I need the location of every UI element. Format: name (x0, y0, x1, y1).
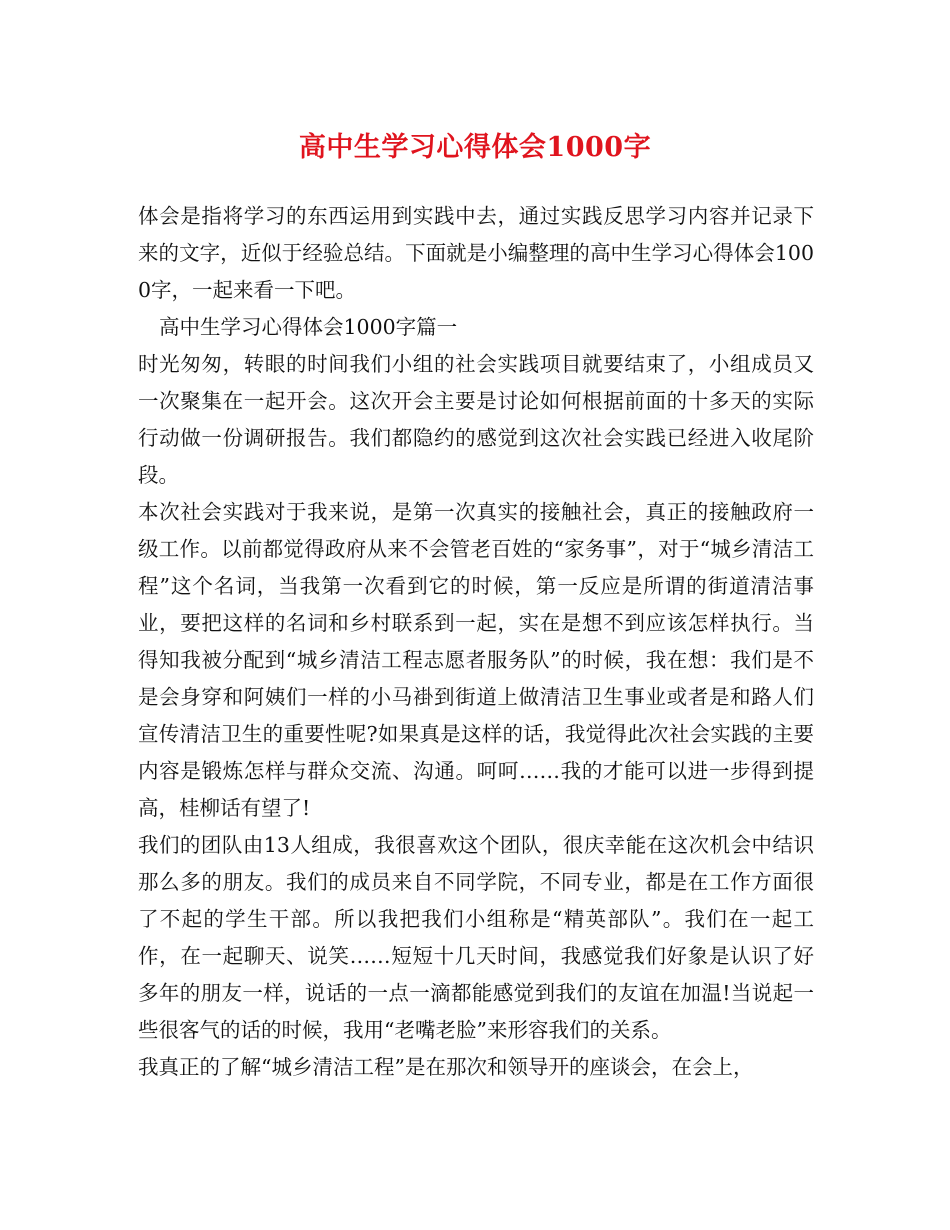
body-paragraph-1: 时光匆匆，转眼的时间我们小组的社会实践项目就要结束了，小组成员又一次聚集在一起开会。这次开会主要是讨论如何根据前面的十多天的实际行动做一份调研报告。我们都隐约的感觉到这次社会实践已经进入收尾阶段。 (138, 352, 814, 487)
body-paragraph-2: 本次社会实践对于我来说，是第一次真实的接触社会，真正的接触政府一级工作。以前都觉得政府从来不会管老百姓的“家务事”，对于“城乡清洁工程”这个名词，当我第一次看到它的时候，第一反应是所谓的街道清洁事业，要把这样的名词和乡村联系到一起，实在是想不到应该怎样执行。当得知我被分配到“城乡清洁工程志愿者服务队”的时候，我在想：我们是不是会身穿和阿姨们一样的小马褂到街道上做清洁卫生事业或者是和路人们宣传清洁卫生的重要性呢?如果真是这样的话，我觉得此次社会实践的主要内容是锻炼怎样与群众交流、沟通。呵呵……我的才能可以进一步得到提高，桂柳话有望了! (138, 500, 814, 820)
body-paragraph-4: 我真正的了解“城乡清洁工程”是在那次和领导开的座谈会，在会上， (138, 1055, 754, 1079)
document-body (138, 198, 814, 1086)
intro-paragraph: 体会是指将学习的东西运用到实践中去，通过实践反思学习内容并记录下来的文字，近似于经验总结。下面就是小编整理的高中生学习心得体会1000字，一起来看一下吧。 (138, 204, 814, 302)
section-heading: 高中生学习心得体会1000字篇一 (159, 315, 458, 339)
document-title: 高中生学习心得体会1000字 (298, 132, 652, 163)
body-paragraph-3: 我们的团队由13人组成，我很喜欢这个团队，很庆幸能在这次机会中结识那么多的朋友。我们的成员来自不同学院，不同专业，都是在工作方面很了不起的学生干部。所以我把我们小组称是“精英部队”。我们在一起工作，在一起聊天、说笑……短短十几天时间，我感觉我们好象是认识了好多年的朋友一样，说话的一点一滴都能感觉到我们的友谊在加温!当说起一些很客气的话的时候，我用“老嘴老脸”来形容我们的关系。 (138, 833, 814, 1042)
